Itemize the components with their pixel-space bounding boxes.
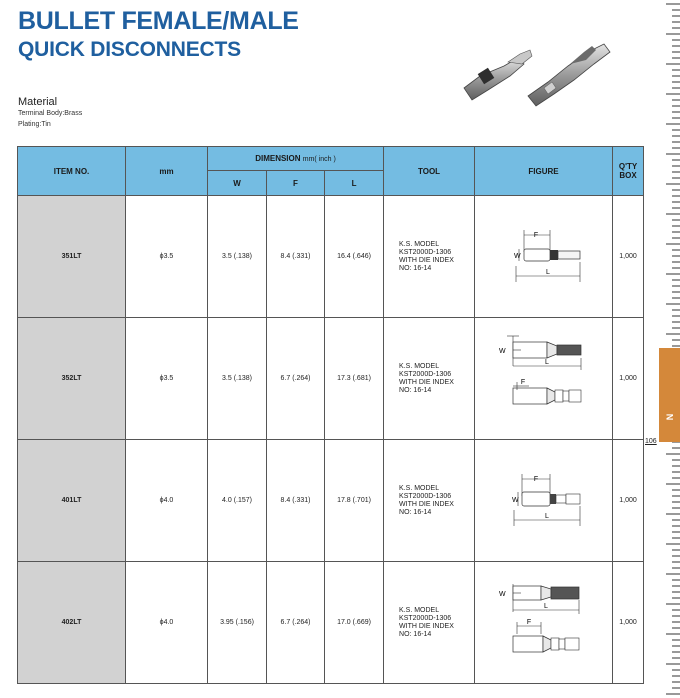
w-cell: 3.95 (.156) [208, 562, 267, 684]
page-title: BULLET FEMALE/MALE [18, 7, 299, 35]
header-f: F [267, 171, 325, 196]
item-no-cell: 351LT [18, 196, 126, 318]
spec-table [17, 146, 644, 684]
table-row [18, 318, 644, 440]
svg-text:L: L [545, 268, 550, 276]
female-bullet-diagram [489, 572, 599, 672]
svg-text:F: F [520, 378, 525, 386]
svg-text:L: L [544, 358, 549, 366]
page-number: 106 [645, 438, 657, 445]
mm-cell: ϕ3.5 [126, 318, 208, 440]
f-cell: 6.7 (.264) [267, 562, 325, 684]
svg-text:L: L [544, 512, 549, 520]
item-no-cell: 352LT [18, 318, 126, 440]
w-cell: 3.5 (.138) [208, 196, 267, 318]
header-l: L [325, 171, 384, 196]
product-photo [458, 36, 618, 116]
mm-cell: ϕ4.0 [126, 562, 208, 684]
table-row [18, 196, 644, 318]
item-no-cell: 401LT [18, 440, 126, 562]
svg-text:W: W [498, 590, 506, 598]
w-cell: 3.5 (.138) [208, 318, 267, 440]
material-heading: Material [18, 96, 58, 108]
w-cell: 4.0 (.157) [208, 440, 267, 562]
mm-cell: ϕ3.5 [126, 196, 208, 318]
qty-cell: 1,000 [613, 318, 644, 440]
f-cell: 8.4 (.331) [267, 196, 325, 318]
male-bullet-diagram [494, 226, 594, 286]
female-terminal-photo [528, 44, 610, 106]
tool-cell: K.S. MODEL KST2000D-1306 WITH DIE INDEX NO: 16-14 [384, 318, 475, 440]
header-item-no: ITEM NO. [18, 147, 126, 196]
tool-cell: K.S. MODEL KST2000D-1306 WITH DIE INDEX NO: 16-14 [384, 196, 475, 318]
header-qty-box: Q'TY BOX [613, 147, 644, 196]
table-row [18, 562, 644, 684]
tool-cell: K.S. MODEL KST2000D-1306 WITH DIE INDEX NO: 16-14 [384, 440, 475, 562]
header-dimension: DIMENSION mm( inch ) [208, 147, 384, 171]
male-terminal-photo [464, 50, 532, 100]
header-mm: mm [126, 147, 208, 196]
svg-text:F: F [533, 475, 538, 483]
tool-cell: K.S. MODEL KST2000D-1306 WITH DIE INDEX NO: 16-14 [384, 562, 475, 684]
material-section [18, 96, 82, 130]
f-cell: 8.4 (.331) [267, 440, 325, 562]
material-body: Terminal Body:Brass [18, 110, 83, 117]
header-w: W [208, 171, 267, 196]
qty-cell: 1,000 [613, 562, 644, 684]
header-tool: TOOL [384, 147, 475, 196]
figure-cell [475, 196, 613, 318]
item-no-cell: 402LT [18, 562, 126, 684]
section-tab-letter: N [665, 413, 675, 421]
female-bullet-diagram [489, 328, 599, 428]
l-cell: 16.4 (.646) [325, 196, 384, 318]
svg-text:F: F [533, 231, 538, 239]
material-plating: Plating:Tin [18, 121, 51, 128]
figure-cell [475, 440, 613, 562]
figure-cell [475, 318, 613, 440]
svg-text:L: L [543, 602, 548, 610]
mm-cell: ϕ4.0 [126, 440, 208, 562]
svg-text:F: F [526, 618, 531, 626]
figure-cell [475, 562, 613, 684]
male-bullet-diagram [494, 470, 594, 530]
l-cell: 17.3 (.681) [325, 318, 384, 440]
section-tab [659, 348, 680, 442]
page-subtitle: QUICK DISCONNECTS [18, 38, 241, 61]
header-figure: FIGURE [475, 147, 613, 196]
svg-text:W: W [498, 347, 506, 355]
l-cell: 17.0 (.669) [325, 562, 384, 684]
l-cell: 17.8 (.701) [325, 440, 384, 562]
f-cell: 6.7 (.264) [267, 318, 325, 440]
qty-cell: 1,000 [613, 196, 644, 318]
svg-text:W: W [513, 252, 521, 260]
qty-cell: 1,000 [613, 440, 644, 562]
table-row [18, 440, 644, 562]
svg-text:W: W [511, 496, 519, 504]
